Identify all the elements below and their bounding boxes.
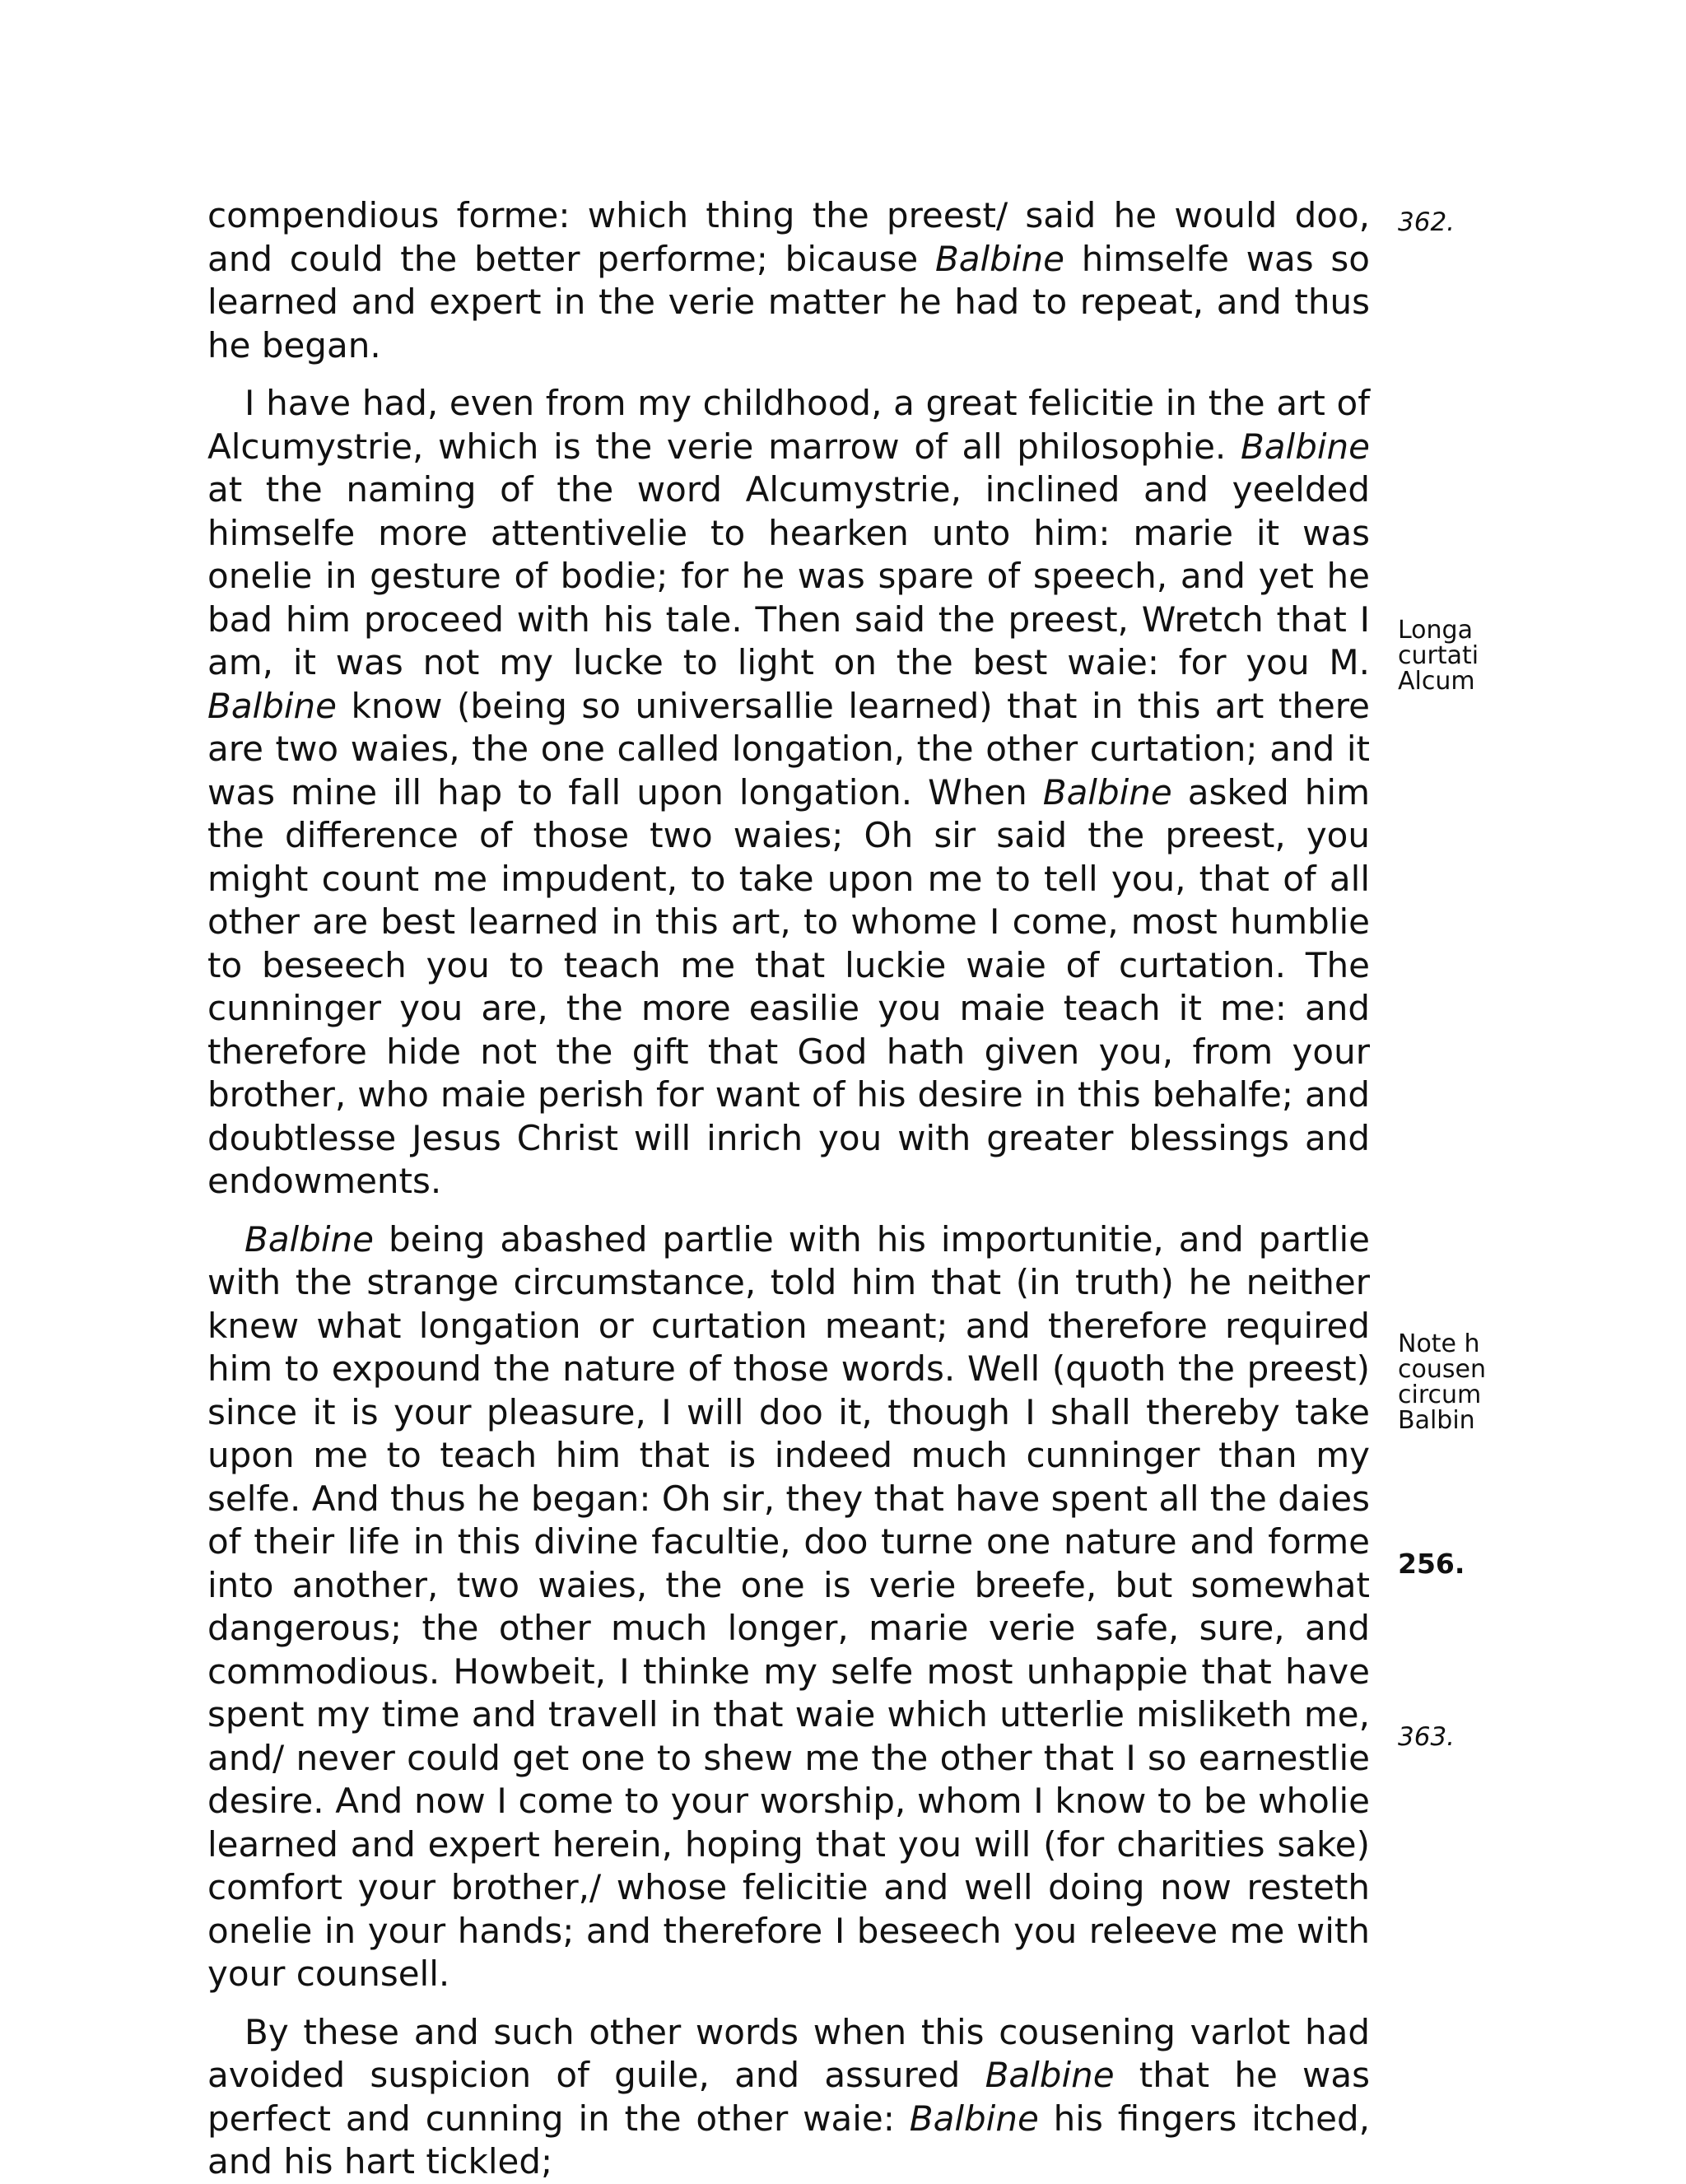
italic-name: Balbine bbox=[1042, 771, 1172, 813]
paragraph bbox=[207, 2011, 1370, 2184]
page-ref-362: 362. bbox=[1398, 207, 1455, 237]
text-run: compendious forme: which thing the preest/ said he would doo, and could the better performe; bicause bbox=[207, 195, 1370, 279]
sidenote-line: Longa bbox=[1398, 616, 1473, 645]
text-run: I have had, even from my childhood, a great felicitie in the art of Alcumystrie, which is the verie marrow of all philosophie. bbox=[207, 383, 1370, 467]
paragraph bbox=[207, 194, 1370, 367]
text-run: By these and such other words when this cousening varlot had avoided suspicion of guile, and assured bbox=[207, 2011, 1370, 2095]
italic-name: Balbine bbox=[985, 2055, 1115, 2095]
italic-name: Balbine bbox=[909, 2098, 1039, 2139]
italic-name: Balbine bbox=[934, 238, 1064, 279]
sidenote-line: circum bbox=[1398, 1381, 1482, 1409]
paragraph bbox=[207, 382, 1370, 1204]
sidenote-line: Balbin bbox=[1398, 1406, 1475, 1435]
sidenote-line: Note h bbox=[1398, 1329, 1480, 1358]
sidenote-line: curtati bbox=[1398, 641, 1479, 670]
text-run: himselfe was so learned and expert in the verie matter he had to repeat, and thus he began. bbox=[207, 238, 1370, 366]
body-text bbox=[207, 194, 1370, 2184]
sidenote-cousening bbox=[1398, 1329, 1486, 1435]
italic-name: Balbine bbox=[207, 685, 338, 726]
sidenote-line: Alcum bbox=[1398, 667, 1475, 696]
page-ref-256: 256. bbox=[1398, 1548, 1465, 1580]
italic-name: Balbine bbox=[1240, 426, 1370, 467]
text-run: being abashed partlie with his importunitie, and partlie with the strange circumstance, told him that (in truth) he neither knew what longation or curtation meant; and therefore required him to expound the nature of those words. Well (quoth the preest) since it is your pleasure, I will doo it, though I shall thereby take upon me to teach him that is indeed much cunninger than my selfe. And thus he began: Oh sir, they that have spent all the daies of their life in this divine facultie, doo turne one nature and forme into another, two waies, the one is verie breefe, but somewhat dangerous; the other much longer, marie verie safe, sure, and commodious. Howbeit, I thinke my selfe most unhappie that have spent my time and travell in that waie which utterlie misliketh me, and/ never could get one to shew me the other that I so earnestlie desire. And now I come to your worship, whom I know to be wholie learned and expert herein, hoping that you will (for charities sake) comfort your brother,/ whose felicitie and well doing now resteth onelie in your hands; and therefore I beseech you releeve me with your counsell. bbox=[207, 1218, 1370, 1994]
text-run: that he was perfect and cunning in the other waie: bbox=[207, 2055, 1370, 2139]
sidenote-longation bbox=[1398, 616, 1479, 696]
text-run: at the naming of the word Alcumystrie, inclined and yeelded himselfe more attentivelie to hearken unto him: marie it was onelie in gesture of bodie; for he was spare of speech, and yet he bad him proceed with his tale. Then said the preest, Wretch that I am, it was not my lucke to light on the best waie: for you M. bbox=[207, 469, 1370, 682]
page-ref-363: 363. bbox=[1398, 1722, 1455, 1752]
text-run: asked him the difference of those two waies; Oh sir said the preest, you might count me impudent, to take upon me to tell you, that of all other are best learned in this art, to whome I come, most humblie to beseech you to teach me that luckie waie of curtation. The cunninger you are, the more easilie you maie teach it me: and therefore hide not the gift that God hath given you, from your brother, who maie perish for want of his desire in this behalfe; and doubtlesse Jesus Christ will inrich you with greater blessings and endowments. bbox=[207, 771, 1370, 1201]
text-run: know (being so universallie learned) that in this art there are two waies, the one called longation, the other curtation; and it was mine ill hap to fall upon longation. When bbox=[207, 685, 1370, 813]
sidenote-line: cousen bbox=[1398, 1355, 1486, 1384]
text-run: his fingers itched, and his hart tickled; bbox=[207, 2098, 1370, 2182]
italic-name: Balbine bbox=[245, 1218, 375, 1260]
paragraph bbox=[207, 1218, 1370, 1996]
